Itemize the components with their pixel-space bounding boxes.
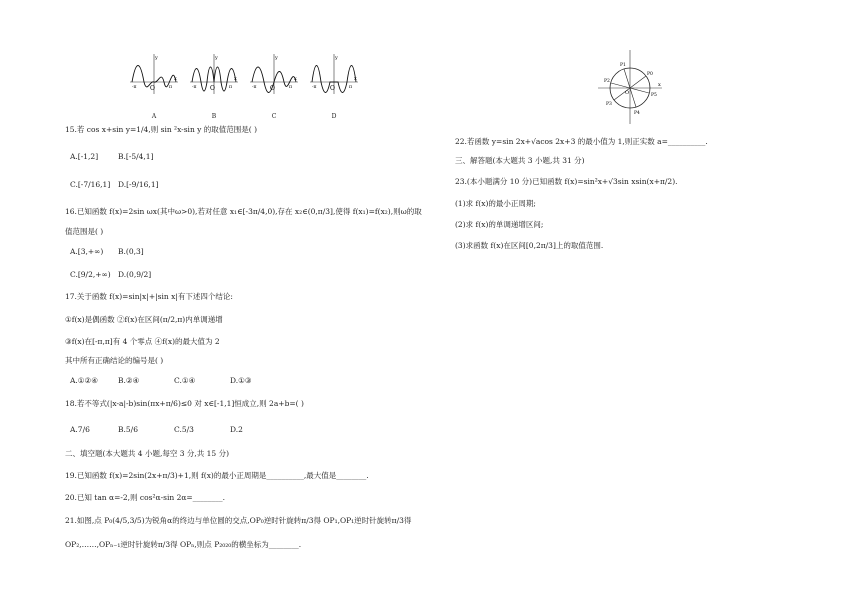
svg-text:P3: P3 bbox=[606, 102, 612, 107]
q17-option-c: C.①④ bbox=[174, 376, 196, 385]
svg-text:x: x bbox=[354, 76, 357, 82]
svg-text:π: π bbox=[289, 85, 292, 90]
graph-d bbox=[308, 50, 360, 120]
q17-option-a: A.①②④ bbox=[70, 376, 98, 385]
svg-text:y: y bbox=[335, 55, 338, 61]
svg-text:O: O bbox=[270, 85, 275, 92]
svg-text:-π: -π bbox=[132, 85, 137, 90]
svg-text:π: π bbox=[349, 85, 352, 90]
q15-option-c: C.[-7/16,1] bbox=[70, 180, 111, 189]
q17-prompt: 其中所有正确结论的编号是( ) bbox=[65, 356, 164, 365]
svg-text:x: x bbox=[234, 76, 237, 82]
graph-c-caption: C bbox=[271, 113, 277, 120]
svg-text:O: O bbox=[625, 90, 630, 96]
svg-text:P1: P1 bbox=[620, 63, 626, 68]
svg-text:-π: -π bbox=[252, 85, 257, 90]
unit-circle-diagram bbox=[596, 46, 666, 126]
q16-option-a: A.[3,+∞) bbox=[70, 247, 104, 256]
svg-text:-π: -π bbox=[192, 85, 197, 90]
question-17: 17.关于函数 f(x)=sin|x|+|sin x|有下述四个结论: bbox=[65, 292, 233, 301]
q23-part-1: (1)求 f(x)的最小正周期; bbox=[455, 199, 536, 208]
svg-text:O: O bbox=[210, 85, 215, 92]
svg-text:y: y bbox=[155, 55, 158, 61]
graph-a bbox=[128, 50, 180, 120]
section-2-heading: 二、填空题(本大题共 4 小题,每空 3 分,共 15 分) bbox=[65, 449, 230, 458]
section-3-heading: 三、解答题(本大题共 3 小题,共 31 分) bbox=[455, 156, 585, 165]
svg-text:P5: P5 bbox=[651, 93, 657, 98]
svg-text:O: O bbox=[330, 85, 335, 92]
svg-text:π: π bbox=[229, 85, 232, 90]
svg-text:-π: -π bbox=[312, 85, 317, 90]
question-16-line1: 16.已知函数 f(x)=2sin ωx(其中ω>0),若对任意 x₁∈[-3π/4,0),存在 x₂∈(0,π/3],使得 f(x₁)=f(x₂),则ω的取 bbox=[65, 207, 422, 216]
svg-text:x: x bbox=[174, 76, 177, 82]
question-15: 15.若 cos x+sin y=1/4,则 sin ²x-sin y 的取值范围是( ) bbox=[65, 125, 258, 134]
question-19: 19.已知函数 f(x)=2sin(2x+π/3)+1,则 f(x)的最小正周期是__________,最大值是________. bbox=[65, 471, 369, 480]
q18-option-b: B.5/6 bbox=[118, 425, 138, 434]
q15-option-a: A.[-1,2] bbox=[70, 152, 99, 161]
unit-circle-figure bbox=[596, 46, 666, 126]
graph-d-plot bbox=[308, 50, 360, 110]
graph-b-plot bbox=[188, 50, 240, 110]
q16-option-b: B.(0,3] bbox=[118, 247, 144, 256]
graph-d-caption: D bbox=[331, 113, 337, 120]
q17-statements-3-4: ③f(x)在[-π,π]有 4 个零点 ④f(x)的最大值为 2 bbox=[65, 337, 220, 346]
svg-text:P2: P2 bbox=[604, 79, 610, 84]
q18-option-d: D.2 bbox=[230, 425, 243, 434]
q17-statements-1-2: ①f(x)是偶函数 ②f(x)在区间(π/2,π)内单调递增 bbox=[65, 315, 223, 324]
q17-option-b: B.②④ bbox=[118, 376, 140, 385]
graph-c-plot bbox=[248, 50, 300, 110]
svg-text:y: y bbox=[215, 55, 218, 61]
svg-text:y: y bbox=[275, 55, 278, 61]
question-23: 23.(本小题满分 10 分)已知函数 f(x)=sin²x+√3sin xsin(x+π/2). bbox=[455, 177, 678, 186]
question-20: 20.已知 tan α=-2,则 cos²α-sin 2α=________. bbox=[65, 493, 226, 502]
q18-option-c: C.5/3 bbox=[174, 425, 194, 434]
graph-b-caption: B bbox=[211, 113, 217, 120]
graph-a-caption: A bbox=[151, 113, 157, 120]
q18-option-a: A.7/6 bbox=[70, 425, 90, 434]
question-21-line1: 21.如图,点 P₀(4/5,3/5)为锐角α的终边与单位圆的交点,OP₀逆时针旋转π/3得 OP₁,OP₁逆时针旋转π/3得 bbox=[65, 516, 412, 525]
svg-text:x: x bbox=[294, 76, 297, 82]
svg-text:O: O bbox=[150, 85, 155, 92]
q23-part-2: (2)求 f(x)的单调递增区间; bbox=[455, 220, 544, 229]
question-16-line2: 值范围是( ) bbox=[65, 227, 104, 236]
question-22: 22.若函数 y=sin 2x+√acos 2x+3 的最小值为 1,则正实数 a=__________. bbox=[455, 137, 708, 146]
q16-option-c: C.[9/2,+∞) bbox=[70, 270, 111, 279]
svg-text:P0: P0 bbox=[647, 72, 653, 77]
graph-c bbox=[248, 50, 300, 120]
graph-options-figure bbox=[128, 50, 368, 120]
question-21-line2: OP₂,……,OPₙ₋₁逆时针旋转π/3得 OPₙ,则点 P₂₀₂₀的横坐标为________. bbox=[65, 540, 302, 549]
svg-text:P4: P4 bbox=[634, 111, 640, 116]
question-18: 18.若不等式(|x-a|-b)sin(πx+π/6)≤0 对 x∈[-1,1]恒成立,则 2a+b=( ) bbox=[65, 399, 304, 408]
q15-option-d: D.[-9/16,1] bbox=[118, 180, 159, 189]
q16-option-d: D.(0,9/2] bbox=[118, 270, 152, 279]
graph-b bbox=[188, 50, 240, 120]
graph-a-plot bbox=[128, 50, 180, 110]
svg-text:π: π bbox=[169, 85, 172, 90]
q23-part-3: (3)求函数 f(x)在区间[0,2π/3]上的取值范围. bbox=[455, 241, 604, 250]
q15-option-b: B.[-5/4,1] bbox=[118, 152, 154, 161]
q17-option-d: D.①③ bbox=[230, 376, 252, 385]
svg-text:x: x bbox=[658, 82, 661, 88]
